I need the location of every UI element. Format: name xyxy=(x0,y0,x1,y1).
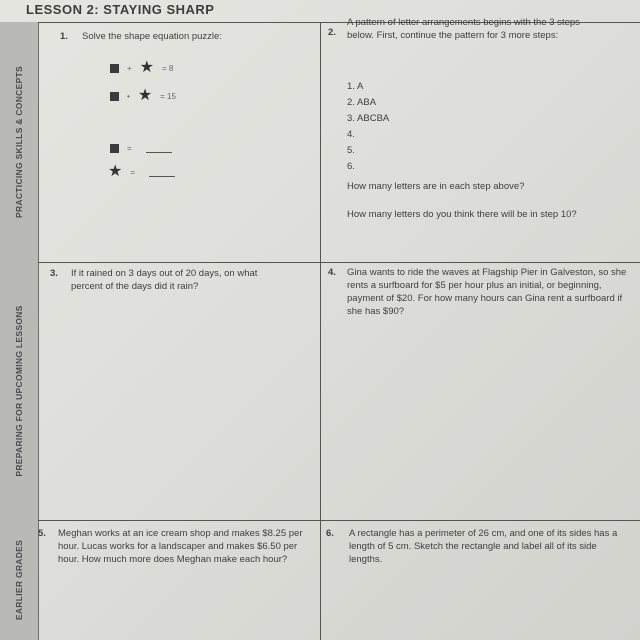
star-icon: ★ xyxy=(137,87,153,104)
step-5[interactable]: 5. xyxy=(347,145,355,156)
step-2: 2. ABA xyxy=(347,97,377,108)
question-4-number: 4. xyxy=(328,267,336,278)
question-6-number: 6. xyxy=(326,528,334,539)
equation-sum xyxy=(110,60,181,76)
question-1-prompt: Solve the shape equation puzzle: xyxy=(82,31,222,42)
question-2-number: 2. xyxy=(328,27,336,38)
star-icon: ★ xyxy=(139,59,155,76)
equation-product xyxy=(110,88,184,104)
question-2-part-a: How many letters are in each step above? xyxy=(347,181,525,192)
question-2-prompt: A pattern of letter arrangements begins with the 3 steps below. First, continue the pattern for 3 more steps: xyxy=(347,17,580,41)
step-3: 3. ABCBA xyxy=(347,113,390,124)
question-3-prompt: If it rained on 3 days out of 20 days, on what percent of the days did it rain? xyxy=(71,268,258,292)
star-icon: ★ xyxy=(108,163,123,180)
question-5-prompt: Meghan works at an ice cream shop and makes $8.25 per hour. Lucas works for a landscaper and makes $6.50 per hour. How much more does Meghan make each hour? xyxy=(58,528,303,565)
square-answer-row xyxy=(110,142,172,155)
square-icon xyxy=(110,64,119,73)
star-equals: = xyxy=(130,167,136,177)
step-4[interactable]: 4. xyxy=(347,129,355,140)
question-2-part-b: How many letters do you think there will be in step 10? xyxy=(347,209,577,220)
step-1: 1. A xyxy=(347,81,364,92)
star-answer-blank[interactable] xyxy=(149,168,175,177)
step-6[interactable]: 6. xyxy=(347,161,355,172)
equation-product-result: = 15 xyxy=(160,91,176,101)
question-3-number: 3. xyxy=(50,268,58,279)
sidebar-label-preparing: PREPARING FOR UPCOMING LESSONS xyxy=(14,305,24,477)
square-answer-blank[interactable] xyxy=(146,144,172,153)
question-5 xyxy=(38,520,320,640)
question-5-number: 5. xyxy=(38,528,46,539)
times-operator: • xyxy=(127,91,130,101)
question-4-prompt: Gina wants to ride the waves at Flagship Pier in Galveston, so she rents a surfboard for $5 per hour plus an initial, or beginning, payment of $20. For how many hours can Gina rent a surfboard if she has $90? xyxy=(347,267,627,317)
pattern-steps xyxy=(347,80,389,176)
question-6-prompt: A rectangle has a perimeter of 26 cm, and one of its sides has a length of 5 cm. Sketch the rectangle and label all of its side lengths. xyxy=(349,528,618,565)
star-answer-row xyxy=(108,164,175,180)
square-equals: = xyxy=(127,144,132,153)
plus-operator: + xyxy=(127,63,132,73)
square-icon xyxy=(110,144,119,153)
question-2 xyxy=(320,17,640,262)
question-1-number: 1. xyxy=(60,31,68,42)
sidebar-section-practicing xyxy=(0,22,39,262)
sidebar-label-earlier: EARLIER GRADES xyxy=(14,539,24,621)
sidebar-section-earlier xyxy=(0,520,39,640)
question-6 xyxy=(320,520,640,640)
sidebar-label-practicing: PRACTICING SKILLS & CONCEPTS xyxy=(14,66,24,218)
question-3 xyxy=(38,262,320,520)
equation-sum-result: = 8 xyxy=(162,63,174,73)
question-4 xyxy=(320,262,640,520)
sidebar-section-preparing xyxy=(0,262,39,520)
square-icon xyxy=(110,92,119,101)
lesson-title: LESSON 2: STAYING SHARP xyxy=(26,2,215,17)
question-1 xyxy=(38,22,320,262)
